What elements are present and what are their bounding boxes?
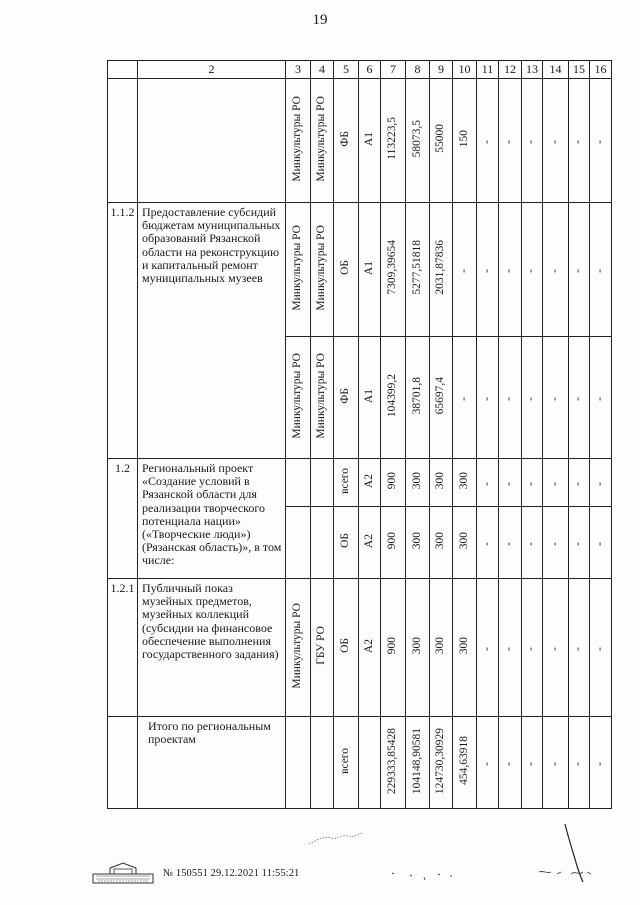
total-cell: 900 xyxy=(386,532,399,550)
dash-cell: - xyxy=(548,139,561,144)
code-cell: А1 xyxy=(362,388,375,403)
total-cell: 900 xyxy=(386,472,399,490)
dash-cell: - xyxy=(480,396,493,401)
row-title-cell xyxy=(138,79,286,203)
value-cell: 65697,4 xyxy=(434,377,447,415)
responsible-cell xyxy=(286,507,311,579)
dash-cell: - xyxy=(503,139,516,144)
value-cell: 300 xyxy=(410,532,423,550)
dash-cell: - xyxy=(593,761,606,766)
value-cell: 55000 xyxy=(434,124,447,154)
header-row xyxy=(108,61,612,79)
code-cell xyxy=(359,717,381,809)
value-cell: 58073,5 xyxy=(410,120,423,158)
dash-cell: - xyxy=(503,646,516,651)
source-cell: ФБ xyxy=(339,130,352,147)
value-cell: 300 xyxy=(434,532,447,550)
source-cell: ФБ xyxy=(339,387,352,404)
dash-cell: - xyxy=(593,396,606,401)
code-cell: А2 xyxy=(362,533,375,548)
value-cell: 300 xyxy=(457,637,470,655)
value-cell: 300 xyxy=(457,532,470,550)
header-cell: 15 xyxy=(569,61,590,79)
responsible-cell: Минкультуры РО xyxy=(291,352,304,439)
source-cell: ОБ xyxy=(339,638,352,654)
header-cell: 8 xyxy=(406,61,430,79)
row-title-cell: Публичный показ музейных предметов, музейных коллекций (субсидии на финансовое обеспечение выполнения государственного задания) xyxy=(138,579,286,717)
document-stamp-icon xyxy=(92,862,154,884)
executor-cell xyxy=(311,459,334,507)
value-cell: 454,63918 xyxy=(457,736,470,786)
dash-cell: - xyxy=(593,646,606,651)
dash-cell: - xyxy=(525,646,538,651)
total-cell: 104399,2 xyxy=(386,374,399,418)
total-cell: 113223,5 xyxy=(386,117,399,161)
executor-cell: Минкультуры РО xyxy=(315,224,328,311)
dash-cell: - xyxy=(572,396,585,401)
table-row xyxy=(108,79,612,203)
value-cell: 2031,87836 xyxy=(434,240,447,296)
header-cell: 7 xyxy=(381,61,406,79)
responsible-cell xyxy=(286,717,311,809)
value-cell: 104148,90581 xyxy=(410,727,423,794)
header-cell: 16 xyxy=(590,61,612,79)
header-cell: 5 xyxy=(334,61,359,79)
value-cell: 38701,8 xyxy=(410,377,423,415)
header-cell: 6 xyxy=(359,61,381,79)
value-cell: 300 xyxy=(434,637,447,655)
source-cell: всего xyxy=(339,747,352,774)
dash-cell: - xyxy=(572,646,585,651)
dash-cell: - xyxy=(593,139,606,144)
code-cell: А2 xyxy=(362,638,375,653)
value-cell: 124730,30929 xyxy=(434,727,447,794)
dash-cell: - xyxy=(480,268,493,273)
dash-cell: - xyxy=(525,761,538,766)
dash-cell: - xyxy=(548,541,561,546)
dash-cell: - xyxy=(572,481,585,486)
value-cell: - xyxy=(457,268,470,273)
executor-cell: Минкультуры РО xyxy=(315,352,328,439)
dash-cell: - xyxy=(572,139,585,144)
dash-cell: - xyxy=(525,396,538,401)
total-cell: 7309,39654 xyxy=(386,240,399,296)
row-number-cell xyxy=(108,79,138,203)
dash-cell: - xyxy=(525,268,538,273)
header-cell: 2 xyxy=(138,61,286,79)
row-title-cell: Региональный проект «Создание условий в Рязанской области для реализации творческого потенциала нации» («Творческие люди») (Рязанская область)», в том числе: xyxy=(138,459,286,579)
dash-cell: - xyxy=(480,541,493,546)
dash-cell: - xyxy=(572,761,585,766)
dash-cell: - xyxy=(503,761,516,766)
header-cell: 12 xyxy=(499,61,522,79)
page-number: 19 xyxy=(312,12,328,28)
header-cell xyxy=(108,61,138,79)
header-cell: 14 xyxy=(543,61,569,79)
total-cell: 900 xyxy=(386,637,399,655)
source-cell: всего xyxy=(339,467,352,494)
dash-cell: - xyxy=(572,541,585,546)
table-row xyxy=(108,203,612,337)
dash-cell: - xyxy=(503,268,516,273)
header-cell: 11 xyxy=(477,61,499,79)
responsible-cell xyxy=(286,459,311,507)
header-cell: 13 xyxy=(522,61,543,79)
code-cell: А1 xyxy=(362,131,375,146)
value-cell: 300 xyxy=(457,472,470,490)
value-cell: 300 xyxy=(410,637,423,655)
responsible-cell: Минкультуры РО xyxy=(291,95,304,182)
dash-cell: - xyxy=(480,646,493,651)
dash-cell: - xyxy=(572,268,585,273)
dash-cell: - xyxy=(548,268,561,273)
signature-mark-icon xyxy=(305,826,365,850)
document-id: № 150551 29.12.2021 11:55:21 xyxy=(163,868,300,879)
executor-cell xyxy=(311,717,334,809)
code-cell: А1 xyxy=(362,260,375,275)
header-cell: 9 xyxy=(430,61,453,79)
dash-cell: - xyxy=(480,139,493,144)
dash-cell: - xyxy=(593,541,606,546)
row-number-cell: 1.2.1 xyxy=(108,579,138,717)
code-cell: А2 xyxy=(362,473,375,488)
row-number-cell: 1.2 xyxy=(108,459,138,579)
row-number-cell: 1.1.2 xyxy=(108,203,138,459)
source-cell: ОБ xyxy=(339,533,352,549)
source-cell: ОБ xyxy=(339,260,352,276)
executor-cell: Минкультуры РО xyxy=(315,95,328,182)
dash-cell: - xyxy=(548,761,561,766)
dash-cell: - xyxy=(548,481,561,486)
dash-cell: - xyxy=(525,481,538,486)
executor-cell: ГБУ РО xyxy=(315,626,328,666)
dash-cell: - xyxy=(480,761,493,766)
total-cell: 229333,85428 xyxy=(386,727,399,794)
dash-cell: - xyxy=(593,268,606,273)
value-cell: 150 xyxy=(457,130,470,148)
header-cell: 3 xyxy=(286,61,311,79)
table-row xyxy=(108,579,612,717)
dash-cell: - xyxy=(525,139,538,144)
dash-cell: - xyxy=(525,541,538,546)
dash-cell: - xyxy=(503,396,516,401)
value-cell: 300 xyxy=(434,472,447,490)
executor-cell xyxy=(311,507,334,579)
table-row xyxy=(108,717,612,809)
row-title-cell: Итого по региональным проектам xyxy=(138,717,286,809)
value-cell: 300 xyxy=(410,472,423,490)
dash-cell: - xyxy=(480,481,493,486)
dash-cell: - xyxy=(503,541,516,546)
header-cell: 4 xyxy=(311,61,334,79)
signature-mark-icon xyxy=(390,865,460,885)
signature-icon xyxy=(535,822,605,886)
table-row xyxy=(108,459,612,507)
dash-cell: - xyxy=(503,481,516,486)
dash-cell: - xyxy=(593,481,606,486)
responsible-cell: Минкультуры РО xyxy=(291,224,304,311)
dash-cell: - xyxy=(548,646,561,651)
program-table xyxy=(107,60,612,809)
dash-cell: - xyxy=(548,396,561,401)
value-cell: 5277,51818 xyxy=(410,240,423,296)
header-cell: 10 xyxy=(453,61,477,79)
value-cell: - xyxy=(457,396,470,401)
row-title-cell: Предоставление субсидий бюджетам муниципальных образований Рязанской области на реконструкцию и капитальный ремонт муниципальных музеев xyxy=(138,203,286,459)
responsible-cell: Минкультуры РО xyxy=(291,602,304,689)
row-number-cell xyxy=(108,717,138,809)
